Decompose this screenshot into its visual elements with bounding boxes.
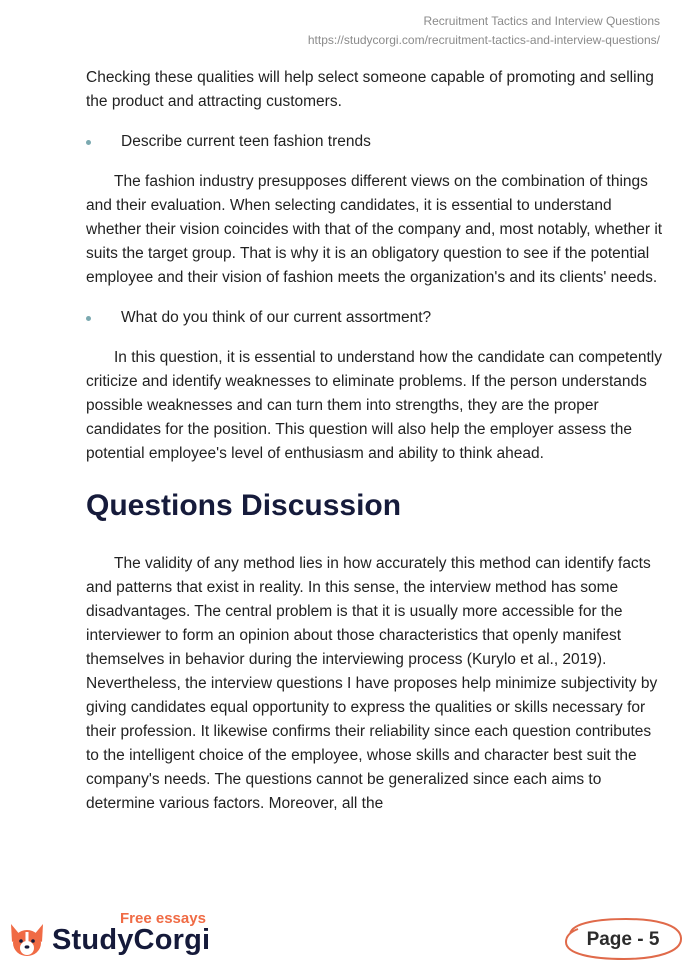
section-heading: Questions Discussion: [86, 489, 402, 522]
bullet-dot-icon: [86, 140, 91, 145]
bullet-text: What do you think of our current assortment?: [121, 309, 432, 326]
page-label: Page - 5: [586, 929, 660, 950]
studycorgi-logo[interactable]: [8, 908, 218, 960]
document-title: Recruitment Tactics and Interview Questions: [423, 14, 660, 28]
page-number-badge: [562, 916, 684, 962]
tagline: Free essays: [120, 910, 206, 927]
document-body: [86, 66, 664, 816]
paragraph: Checking these qualities will help select someone capable of promoting and selling the product and attracting customers.: [86, 69, 654, 110]
paragraph: The fashion industry presupposes different views on the combination of things and their evaluation. When selecting candidates, it is essential to understand whether their vision coincides with that of the company and, most notably, whether it suits the target group. That is why it is an obligatory question to see if the potential employee and their vision of fashion meets the organization's and its clients' needs.: [86, 173, 663, 286]
bullet-item: [86, 130, 664, 154]
bullet-text: Describe current teen fashion trends: [121, 133, 371, 150]
paragraph: The validity of any method lies in how accurately this method can identify facts and patterns that exist in reality. In this sense, the interview method has some disadvantages. The central problem is that it is usually more accessible for the interviewer to form an opinion about those characteristics that openly manifest themselves in behavior during the interviewing process (Kurylo et al., 2019). Nevertheless, the interview questions I have proposes help minimize subjectivity by giving candidates equal opportunity to express the qualities or skills necessary for their profession. It likewise confirms their reliability since each question contributes to the intelligent choice of the employee, whose skills and character best suit the company's needs. The questions cannot be generalized since each aims to determine various factors. Moreover, all the: [86, 555, 658, 812]
bullet-item: [86, 306, 664, 330]
brand-name: StudyCorgi: [52, 924, 211, 956]
paragraph: In this question, it is essential to understand how the candidate can competently criticize and identify weaknesses to eliminate problems. If the person understands possible weaknesses and can turn them into strengths, they are the proper candidates for the position. This question will also help the employer assess the potential employee's level of enthusiasm and ability to think ahead.: [86, 349, 663, 462]
bullet-dot-icon: [86, 316, 91, 321]
document-url[interactable]: https://studycorgi.com/recruitment-tactics-and-interview-questions/: [307, 33, 660, 47]
corgi-icon: [8, 920, 46, 958]
page-header: [308, 12, 660, 50]
